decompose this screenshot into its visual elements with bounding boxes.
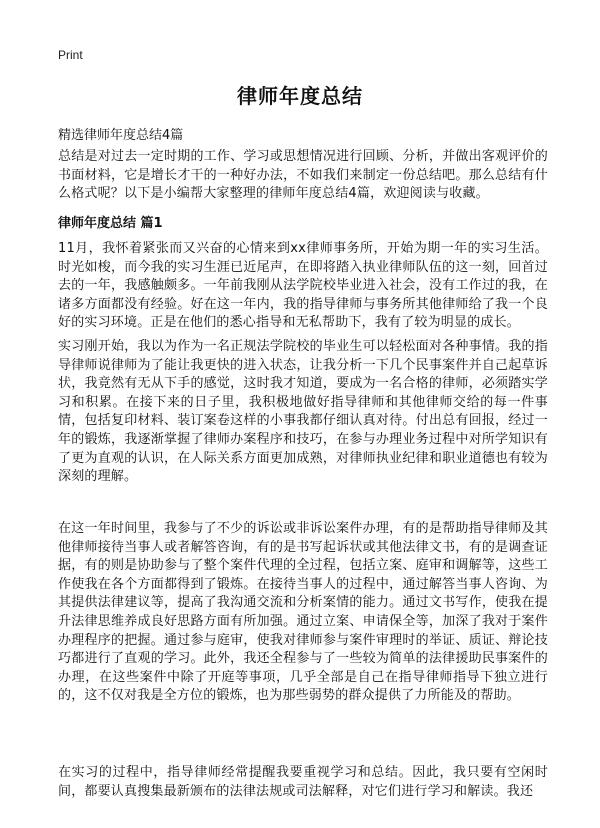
body-paragraph: 在实习的过程中，指导律师经常提醒我要重视学习和总结。因此，我只要有空闲时间，都要认真搜集最新颁布的法律法规或司法解释，对它们进行学习和解读。我还 bbox=[58, 765, 548, 799]
intro-paragraph: 总结是对过去一定时期的工作、学习或思想情况进行回顾、分析，并做出客观评价的书面材料，它是增长才干的一种好办法，不如我们来制定一份总结吧。那么总结有什么格式呢？以下是小编帮大家整理的律师年度总结4篇，欢迎阅读与收藏。 bbox=[58, 149, 548, 202]
print-link[interactable]: Print bbox=[58, 48, 83, 62]
document-subtitle: 精选律师年度总结4篇 bbox=[58, 128, 184, 143]
body-paragraph: 11月，我怀着紧张而又兴奋的心情来到xx律师事务所，开始为期一年的实习生活。时光如梭，而今我的实习生涯已近尾声，在即将踏入执业律师队伍的这一刻，回首过去的一年，我感触颇多。一年前我刚从法学院校毕业进入社会，没有工作过的我，在诸多方面都没有经验。好在这一年内，我的指导律师与事务所其他律师给了我一个良好的实习环境。正是在他们的悉心指导和无私帮助下，我有了较为明显的成长。 bbox=[58, 241, 548, 331]
body-paragraph: 在这一年时间里，我参与了不少的诉讼或非诉讼案件办理，有的是帮助指导律师及其他律师接待当事人或者解答咨询，有的是书写起诉状或其他法律文书，有的是调查证据，有的则是协助参与了整个案件代理的全过程，包括立案、庭审和调解等，这些工作使我在各个方面都得到了锻炼。在接待当事人的过程中，通过解答当事人咨询、为其提供法律建议等，提高了我沟通交流和分析案情的能力。通过文书写作，使我在提升法律思维养成良好思路方面有所加强。通过立案、申请保全等，加深了我对于案件办理程序的把握。通过参与庭审，使我对律师参与案件审理时的举证、质证、辩论技巧都进行了直观的学习。此外，我还全程参与了一些较为简单的法律援助民事案件的办理，在这些案件中除了开庭等事项，几乎全部是自己在指导律师指导下独立进行的，这不仅对我是全方位的锻炼，也为那些弱势的群众提供了力所能及的帮助。 bbox=[58, 521, 548, 704]
section-heading: 律师年度总结 篇1 bbox=[58, 216, 163, 231]
page-title: 律师年度总结 bbox=[237, 84, 363, 108]
body-paragraph: 实习刚开始，我以为作为一名正规法学院校的毕业生可以轻松面对各种事情。我的指导律师说律师为了能让我更快的进入状态，让我分析一下几个民事案件并自己起草诉状，我竟然有无从下手的感觉，这时我才知道，要成为一名合格的律师，必须踏实学习和积累。在接下来的日子里，我积极地做好指导律师和其他律师交给的每一件事情，包括复印材料、装订案卷这样的小事我都仔细认真对待。付出总有回报，经过一年的锻炼，我逐渐掌握了律师办案程序和技巧，在参与办理业务过程中对所学知识有了更为直观的认识，在人际关系方面更加成熟，对律师执业纪律和职业道德也有较为深刻的理解。 bbox=[58, 339, 548, 485]
